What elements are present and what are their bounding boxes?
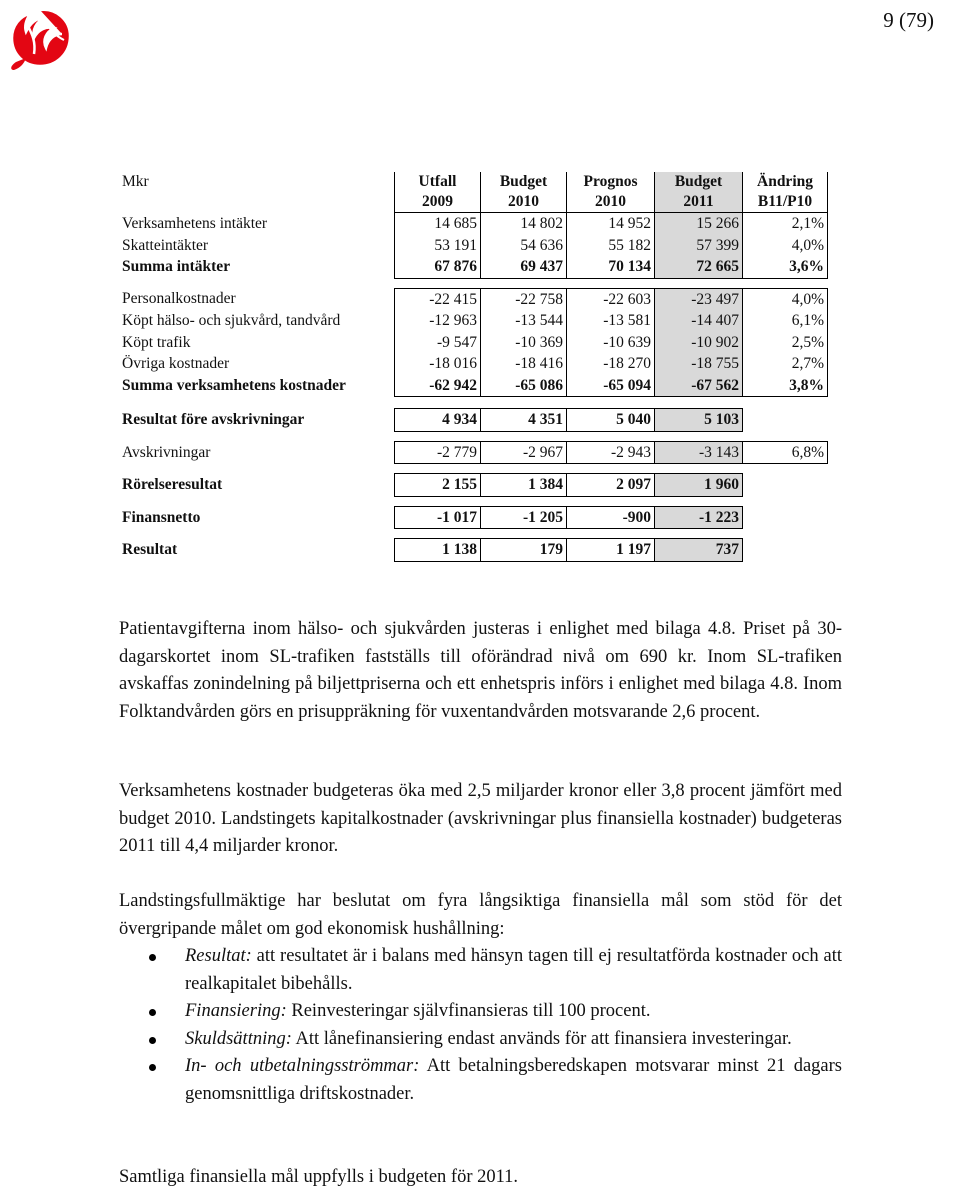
cell: 57 399	[655, 235, 743, 257]
table-header-row	[118, 172, 828, 192]
paragraph-conclusion: Samtliga finansiella mål uppfylls i budgeten för 2011.	[119, 1167, 519, 1187]
cell: -22 603	[567, 288, 655, 310]
party-rose-logo	[6, 6, 74, 72]
goal-text: att resultatet är i balans med hänsyn tagen till ej resultatförda kostnader och att realkapitalet bibehålls.	[185, 946, 842, 994]
bullet-icon	[149, 1037, 156, 1044]
cell: -23 497	[655, 288, 743, 310]
cell: 6,1%	[743, 310, 828, 332]
header-label: Mkr	[122, 173, 149, 190]
table-row	[118, 256, 828, 278]
row-label: Verksamhetens intäkter	[122, 214, 268, 232]
list-item	[119, 1053, 842, 1108]
table-row	[118, 288, 828, 310]
col-header-line1: Ändring	[743, 172, 828, 192]
cell: -67 562	[655, 375, 743, 397]
goals-intro: Landstingsfullmäktige har beslutat om fyra långsiktiga finansiella mål som stöd för det övergripande målet om god ekonomisk hushållning:	[119, 891, 842, 939]
row-label: Resultat	[122, 541, 178, 558]
bullet-icon	[149, 1009, 156, 1016]
cell: 69 437	[481, 256, 567, 278]
cell: -1 223	[655, 506, 743, 529]
table-row	[118, 375, 828, 397]
col-header-line2: 2010	[481, 192, 567, 213]
col-header-line2: B11/P10	[743, 192, 828, 213]
cell: 2,1%	[743, 213, 828, 235]
table-row	[118, 506, 828, 529]
cell: -9 547	[395, 332, 481, 354]
cell: -2 943	[567, 441, 655, 464]
cell: -1 017	[395, 506, 481, 529]
goal-term: Finansiering:	[185, 1001, 287, 1021]
cell: 2 097	[567, 474, 655, 497]
cell: 55 182	[567, 235, 655, 257]
cell: 4,0%	[743, 235, 828, 257]
cell: -13 581	[567, 310, 655, 332]
cell: -14 407	[655, 310, 743, 332]
cell: 4 351	[481, 409, 567, 432]
col-header-line2: 2010	[567, 192, 655, 213]
cell: 14 952	[567, 213, 655, 235]
row-label: Rörelseresultat	[122, 476, 223, 493]
cell: -13 544	[481, 310, 567, 332]
table-row	[118, 310, 828, 332]
bullet-icon	[149, 954, 156, 961]
cell: -10 902	[655, 332, 743, 354]
goal-term: Skuldsättning:	[185, 1028, 292, 1049]
cell: 1 197	[567, 539, 655, 562]
cell: 67 876	[395, 256, 481, 278]
cell: 737	[655, 539, 743, 562]
row-label: Finansnetto	[122, 508, 201, 526]
cell: -2 779	[395, 441, 481, 464]
cell: 3,8%	[743, 375, 828, 397]
col-header-line2: 2011	[655, 192, 743, 213]
cell: -1 205	[481, 506, 567, 529]
paragraph-costs: Verksamhetens kostnader budgeteras öka med 2,5 miljarder kronor eller 3,8 procent jämfört med budget 2010. Landstingets kapitalkostnader (avskrivningar plus finansiella kostnader) budgeteras 2011 till 4,4 miljarder kronor.	[119, 781, 842, 856]
list-item	[119, 943, 842, 998]
goal-term: In- och utbetalningsströmmar:	[185, 1056, 420, 1076]
table-row	[118, 539, 828, 562]
goals-list	[119, 943, 842, 1108]
cell: -65 094	[567, 375, 655, 397]
table-row	[118, 332, 828, 354]
cell: -3 143	[655, 441, 743, 464]
list-item	[119, 998, 842, 1026]
cell: 3,6%	[743, 256, 828, 278]
cell: -22 758	[481, 288, 567, 310]
cell: -10 369	[481, 332, 567, 354]
goal-text: Reinvesteringar självfinansieras till 100 procent.	[286, 1001, 651, 1021]
cell: 5 040	[567, 409, 655, 432]
table-row	[118, 235, 828, 257]
cell: -18 270	[567, 353, 655, 375]
list-item	[119, 1026, 842, 1054]
cell: -18 416	[481, 353, 567, 375]
goal-text: Att lånefinansiering endast används för att finansiera investeringar.	[291, 1028, 792, 1049]
row-label: Summa intäkter	[122, 258, 231, 276]
row-label: Skatteintäkter	[122, 236, 209, 254]
cell: -22 415	[395, 288, 481, 310]
cell: -62 942	[395, 375, 481, 397]
cell: 2,5%	[743, 332, 828, 354]
cell: 15 266	[655, 213, 743, 235]
financial-goals-section	[119, 888, 842, 1108]
goal-term: Resultat:	[185, 946, 252, 966]
col-header-line1: Prognos	[567, 172, 655, 192]
cell: 14 802	[481, 213, 567, 235]
cell: -18 016	[395, 353, 481, 375]
cell: -65 086	[481, 375, 567, 397]
cell: 70 134	[567, 256, 655, 278]
cell: 179	[481, 539, 567, 562]
cell: 53 191	[395, 235, 481, 257]
cell: 1 384	[481, 474, 567, 497]
cell: -18 755	[655, 353, 743, 375]
cell: 14 685	[395, 213, 481, 235]
col-header-line1: Budget	[481, 172, 567, 192]
bullet-icon	[149, 1064, 156, 1071]
row-label: Köpt trafik	[122, 333, 191, 351]
cell: 2,7%	[743, 353, 828, 375]
cell: 6,8%	[743, 441, 828, 464]
row-label: Resultat före avskrivningar	[122, 411, 305, 428]
cell: -900	[567, 506, 655, 529]
cell: 4,0%	[743, 288, 828, 310]
col-header-line2: 2009	[395, 192, 481, 213]
row-label: Personalkostnader	[122, 290, 236, 308]
row-label: Summa verksamhetens kostnader	[122, 376, 346, 394]
cell: 1 138	[395, 539, 481, 562]
cell: 72 665	[655, 256, 743, 278]
budget-table	[118, 172, 828, 562]
row-label: Avskrivningar	[122, 443, 211, 461]
cell: -2 967	[481, 441, 567, 464]
col-header-line1: Budget	[655, 172, 743, 192]
table-row	[118, 409, 828, 432]
col-header-line1: Utfall	[395, 172, 481, 192]
page-number: 9 (79)	[883, 8, 934, 32]
cell: 5 103	[655, 409, 743, 432]
table-row	[118, 474, 828, 497]
row-label: Köpt hälso- och sjukvård, tandvård	[122, 312, 341, 329]
row-label: Övriga kostnader	[122, 355, 230, 372]
cell: -12 963	[395, 310, 481, 332]
cell: -10 639	[567, 332, 655, 354]
cell: 2 155	[395, 474, 481, 497]
table-row	[118, 353, 828, 375]
cell: 1 960	[655, 474, 743, 497]
cell: 4 934	[395, 409, 481, 432]
paragraph-patient-fees: Patientavgifterna inom hälso- och sjukvården justeras i enlighet med bilaga 4.8. Priset på 30-dagarskortet inom SL-trafiken fastställs till oförändrad nivå om 690 kr. Inom SL-trafiken avskaffas zonindelning på biljettpriserna och ett enhetspris införs i enlighet med bilaga 4.8. Inom Folktandvården görs en prisuppräkning för vuxentandvården motsvarande 2,6 procent.	[119, 619, 842, 722]
cell: 54 636	[481, 235, 567, 257]
goal-text: Att betalningsberedskapen motsvarar minst 21 dagars genomsnittliga driftskostnader.	[185, 1056, 842, 1104]
table-row	[118, 213, 828, 235]
table-row	[118, 441, 828, 464]
